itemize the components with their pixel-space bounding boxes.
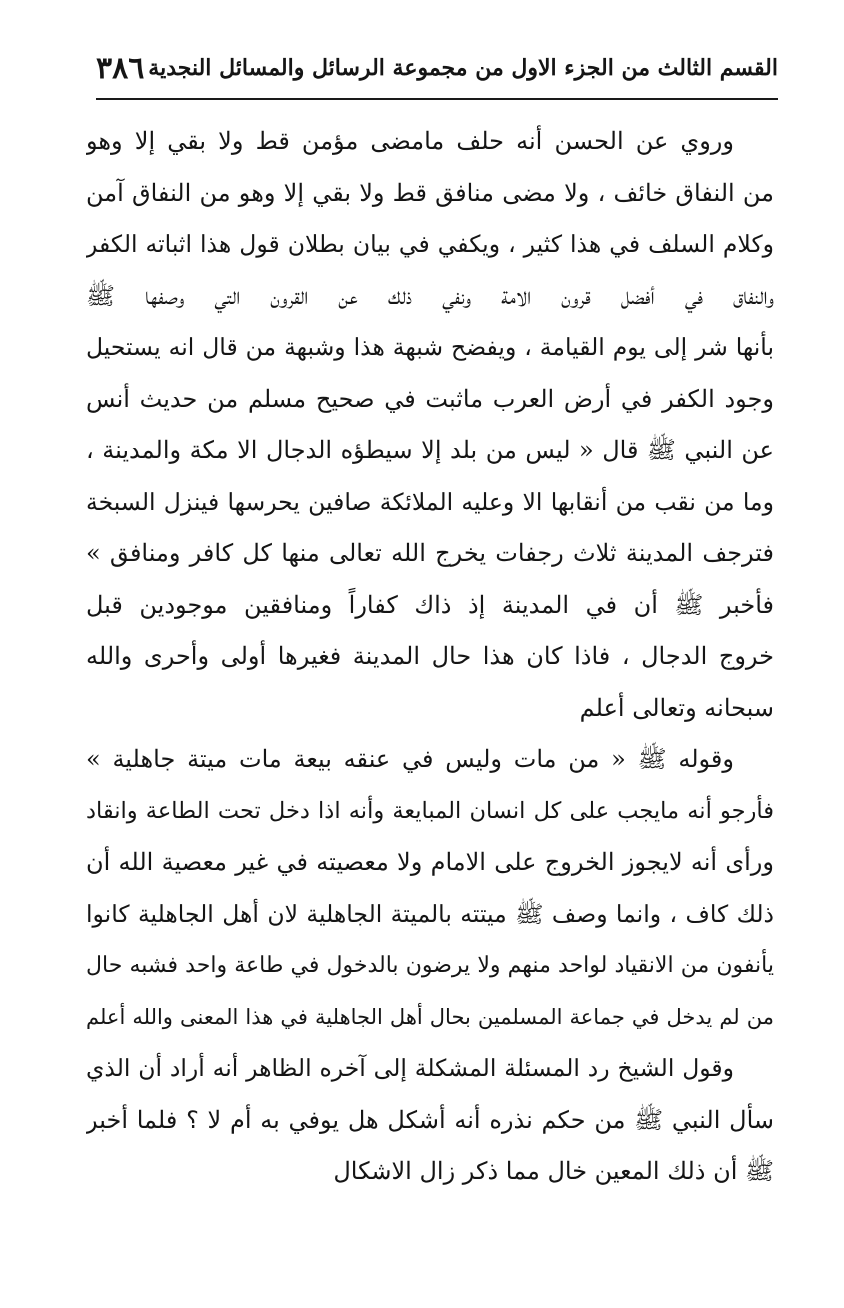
text-line: وما من نقب من أنقابها الا وعليه الملائكة صافين يحرسها فينزل السبخة xyxy=(86,487,774,516)
text-line: من لم يدخل في جماعة المسلمين بحال أهل الجاهلية في هذا المعنى والله أعلم xyxy=(86,1004,774,1029)
page-number: ٣٨٦ xyxy=(96,50,145,86)
text-line: سأل النبي ﷺ من حكم نذره أنه أشكل هل يوفي به أم لا ؟ فلما أخبر xyxy=(86,1105,774,1134)
text-line: عن النبي ﷺ قال « ليس من بلد إلا سيطؤه الدجال الا مكة والمدينة ، xyxy=(86,436,774,464)
text-line: ورأى أنه لايجوز الخروج على الامام ولا معصيته في غير معصية الله أن xyxy=(86,848,774,876)
page-header xyxy=(96,44,778,92)
header-rule xyxy=(96,98,778,100)
text-line: ذلك كاف ، وانما وصف ﷺ ميتته بالميتة الجاهلية لان أهل الجاهلية كانوا xyxy=(86,899,774,928)
text-line: والنفاق في أفضل قرون الامة ونفي ذلك عن القرون التي وصفها ﷺ xyxy=(86,281,774,310)
text-line: من النفاق خائف ، ولا مضى منافق قط ولا بقي إلا وهو من النفاق آمن xyxy=(86,178,774,207)
text-line: فأرجو أنه مايجب على كل انسان المبايعة وأنه اذا دخل تحت الطاعة وانقاد xyxy=(86,797,774,824)
text-line: وكلام السلف في هذا كثير ، ويكفي في بيان بطلان قول هذا اثباته الكفر xyxy=(86,230,774,258)
text-line: وقول الشيخ رد المسئلة المشكلة إلى آخره الظاهر أنه أراد أن الذي xyxy=(86,1054,734,1082)
text-line: وروي عن الحسن أنه حلف مامضى مؤمن قط ولا بقي إلا وهو xyxy=(86,127,734,155)
text-line: فأخبر ﷺ أن في المدينة إذ ذاك كفاراً ومنافقين موجودين قبل xyxy=(86,590,774,619)
text-line: خروج الدجال ، فاذا كان هذا حال المدينة فغيرها أولى وأحرى والله xyxy=(86,642,774,670)
text-line: يأنفون من الانقياد لواحد منهم ولا يرضون بالدخول في طاعة واحد فشبه حال xyxy=(86,953,774,978)
running-title: القسم الثالث من الجزء الاول من مجموعة الرسائل والمسائل النجدية xyxy=(148,55,778,81)
text-line: ﷺ أن ذلك المعين خال مما ذكر زال الاشكال xyxy=(333,1157,774,1185)
text-line: سبحانه وتعالى أعلم xyxy=(579,693,774,722)
text-line: وقوله ﷺ « من مات وليس في عنقه بيعة مات ميتة جاهلية » xyxy=(86,745,734,773)
text-line: فترجف المدينة ثلاث رجفات يخرج الله تعالى منها كل كافر ومنافق » xyxy=(86,539,774,567)
text-line: بأنها شر إلى يوم القيامة ، ويفضح شبهة هذا وشبهة من قال انه يستحيل xyxy=(86,333,774,361)
text-line: وجود الكفر في أرض العرب ماثبت في صحيح مسلم من حديث أنس xyxy=(86,384,774,413)
body-text xyxy=(86,116,774,1198)
